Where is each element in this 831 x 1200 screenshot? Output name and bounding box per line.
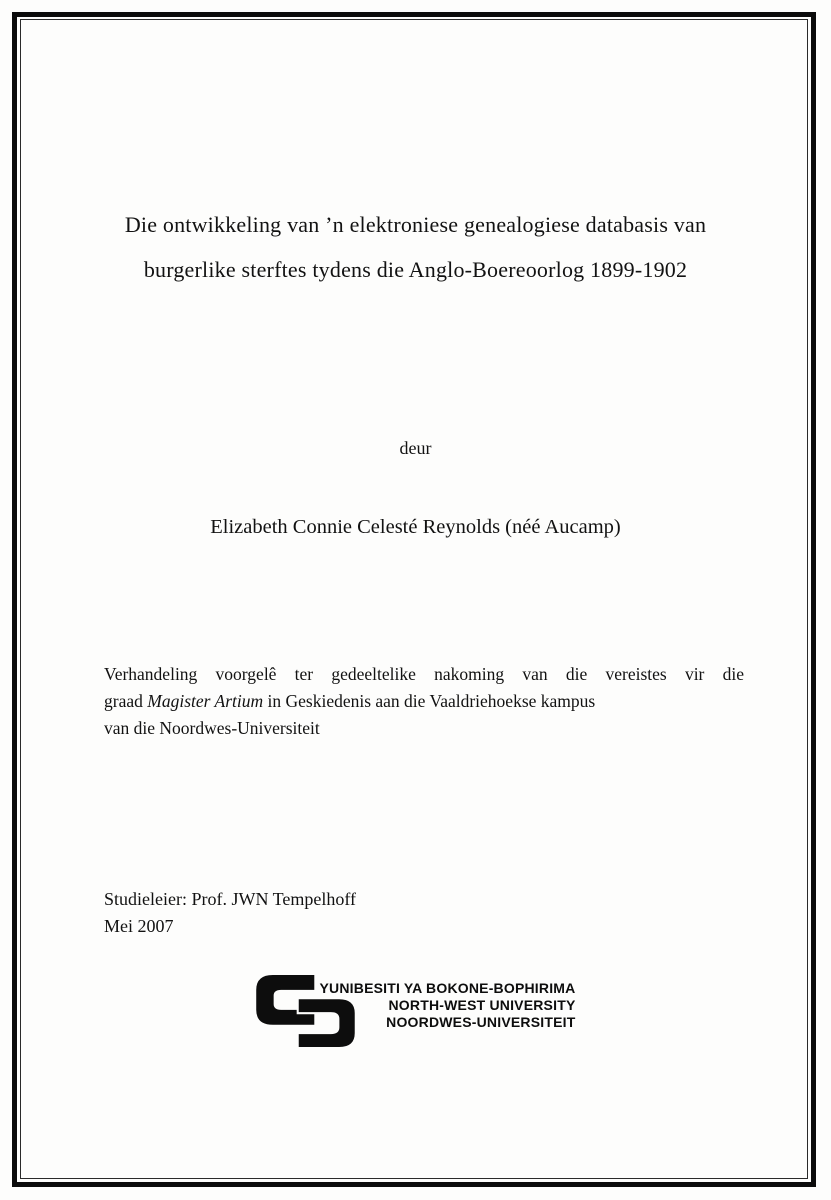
nwu-logo (0, 970, 831, 1048)
supervisor-block (104, 886, 356, 940)
degree-statement (104, 661, 744, 742)
nwu-logo-text (320, 980, 576, 1031)
byline-deur: deur (399, 438, 432, 458)
author-name: Elizabeth Connie Celesté Reynolds (néé Aucamp) (210, 516, 621, 538)
supervisor-line: Studieleier: Prof. JWN Tempelhoff (104, 889, 357, 909)
degree-statement-line2 (104, 688, 744, 715)
degree-title-italic: Magister Artium (147, 691, 264, 711)
nwu-logo-text-line3: NOORDWES-UNIVERSITEIT (386, 1014, 576, 1030)
thesis-title-line2: burgerlike sterftes tydens die Anglo-Boereoorlog 1899-1902 (143, 257, 688, 282)
degree-statement-line3: van die Noordwes-Universiteit (104, 718, 320, 738)
degree-statement-line1: Verhandeling voorgelê ter gedeeltelike nakoming van die vereistes vir die (104, 664, 744, 684)
degree-statement-line2-pre: graad (104, 691, 148, 711)
nwu-logo-text-line2: NORTH-WEST UNIVERSITY (388, 997, 576, 1013)
nwu-logo-text-line1: YUNIBESITI YA BOKONE-BOPHIRIMA (319, 980, 576, 996)
degree-statement-line2-post: in Geskiedenis aan die Vaaldriehoekse kampus (263, 691, 596, 711)
thesis-title-line1: Die ontwikkeling van ’n elektroniese genealogiese databasis van (124, 212, 707, 237)
thesis-title (40, 202, 791, 292)
date-line: Mei 2007 (104, 916, 174, 936)
